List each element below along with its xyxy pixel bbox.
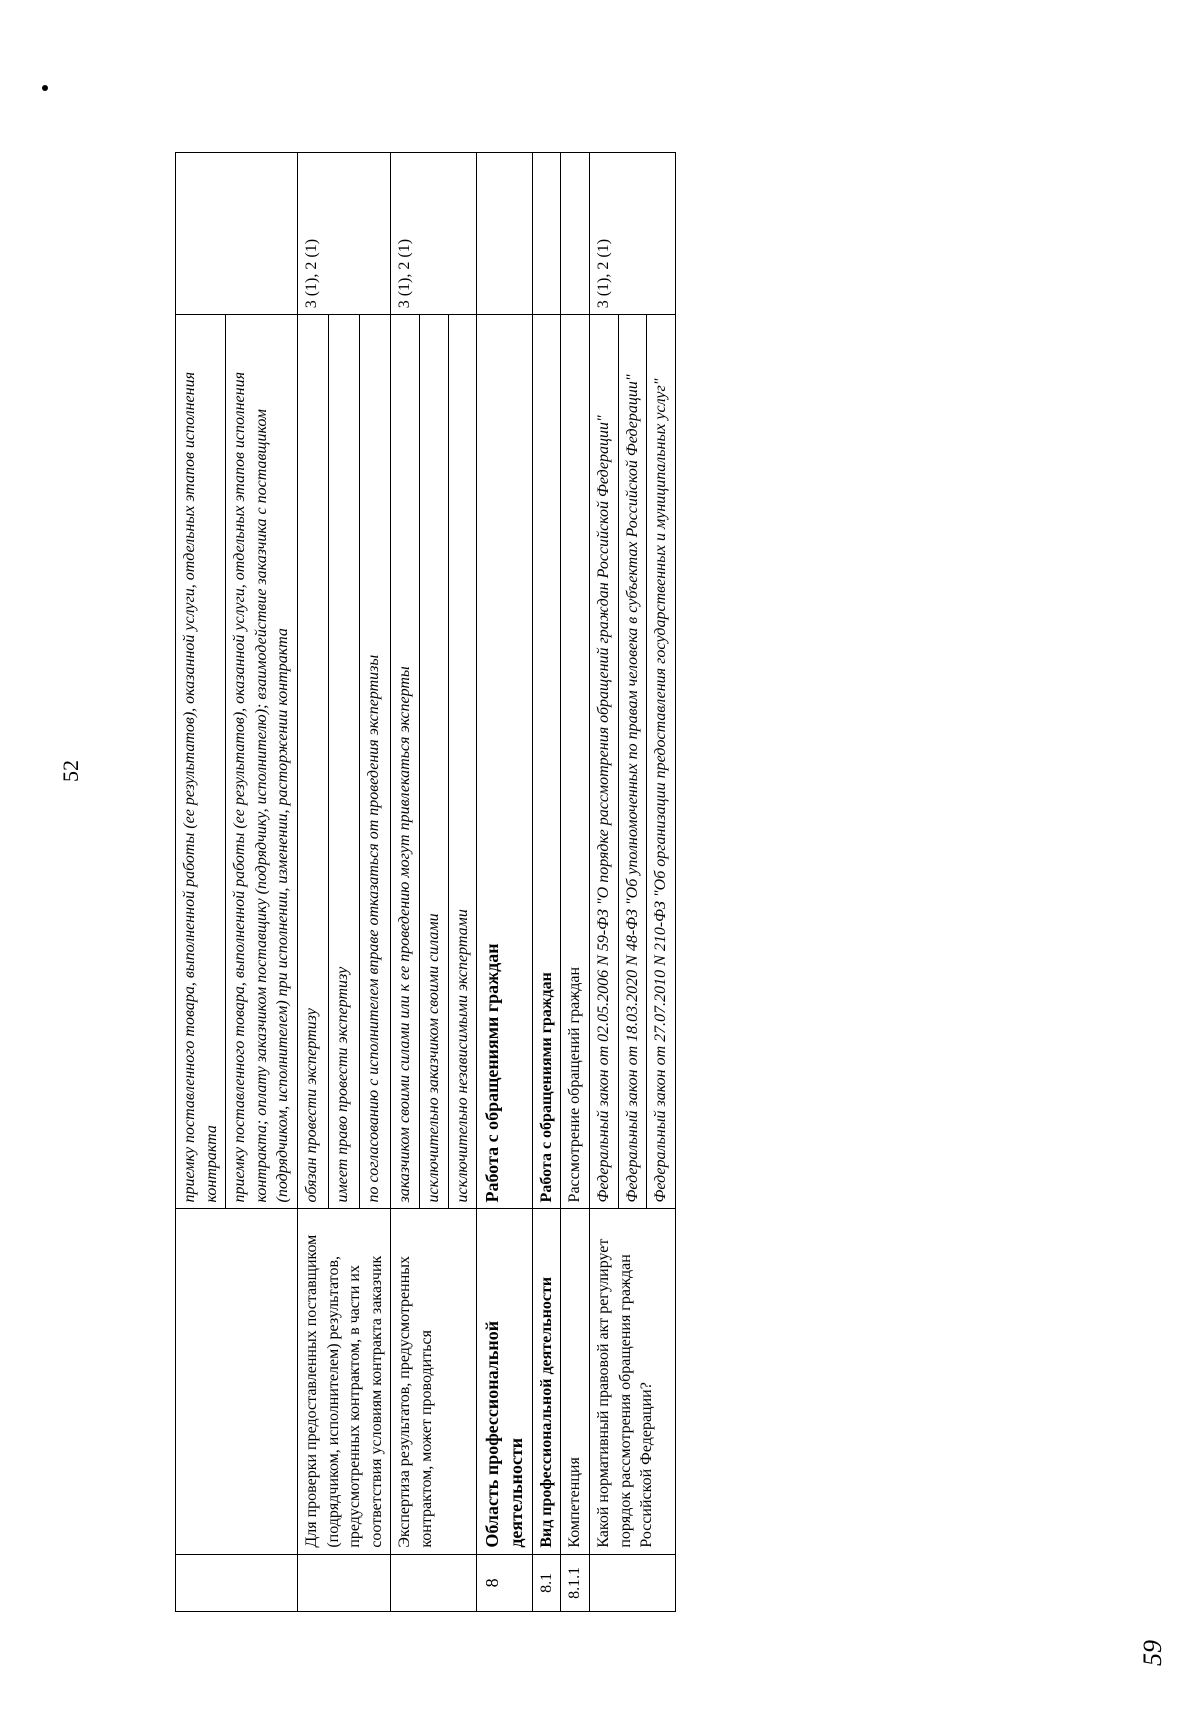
section-value: Работа с обращениями граждан — [477, 315, 533, 1209]
question-cell — [176, 1209, 298, 1554]
table-row — [297, 153, 328, 1612]
question-cell: Экспертиза результатов, предусмотренных контрактом, может проводиться — [391, 1209, 477, 1554]
table-row — [176, 153, 226, 1612]
row-number — [297, 1554, 390, 1611]
answer-cell: исключительно независимыми экспертами — [448, 315, 477, 1209]
answer-cell: Федеральный закон от 18.03.2020 N 48-ФЗ "Об уполномоченных по правам человека в субъектах Российской Федерации" — [618, 315, 647, 1209]
row-number — [589, 1554, 675, 1611]
code-cell — [561, 153, 590, 315]
scan-speck — [42, 85, 48, 91]
handwritten-page-number: 59 — [1138, 1640, 1167, 1666]
table-row — [477, 153, 533, 1612]
answer-cell: приемку поставленного товара, выполненной работы (ее результатов), оказанной услуги, отдельных этапов исполнения контракта; оплату заказчиком поставщику (подрядчику, исполнителю); взаимодействие заказчика с поставщиком (подрядчиком, исполнителем) при исполнении, изменении, расторжении контракта — [226, 315, 298, 1209]
row-number: 8.1 — [532, 1554, 561, 1611]
row-number: 8 — [477, 1554, 533, 1611]
table-row — [391, 153, 420, 1612]
code-cell: 3 (1), 2 (1) — [589, 153, 675, 315]
code-cell: 3 (1), 2 (1) — [391, 153, 477, 315]
answer-cell: обязан провести экспертизу — [297, 315, 328, 1209]
table-row — [589, 153, 618, 1612]
answer-cell: по согласованию с исполнителем вправе отказаться от проведения экспертизы — [360, 315, 391, 1209]
code-cell: 3 (1), 2 (1) — [297, 153, 390, 315]
answer-cell: заказчиком своими силами или к ее проведению могут привлекаться эксперты — [391, 315, 420, 1209]
question-cell: Для проверки предоставленных поставщиком (подрядчиком, исполнителем) результатов, предусмотренных контрактом, в части их соответствия условиям контракта заказчик — [297, 1209, 390, 1554]
row-number — [391, 1554, 477, 1611]
row-number: 8.1.1 — [561, 1554, 590, 1611]
code-cell — [477, 153, 533, 315]
answer-cell: исключительно заказчиком своими силами — [419, 315, 448, 1209]
table-row — [532, 153, 561, 1612]
subsection-title: Вид профессиональной деятельности — [532, 1209, 561, 1554]
question-cell: Какой нормативный правовой акт регулирует порядок рассмотрения обращения граждан Российской Федерации? — [589, 1209, 675, 1554]
rotated-table-container — [175, 152, 676, 1612]
row-number — [176, 1554, 298, 1611]
competence-label: Компетенция — [561, 1209, 590, 1554]
competence-value: Рассмотрение обращений граждан — [561, 315, 590, 1209]
code-cell — [532, 153, 561, 315]
table-row — [561, 153, 590, 1612]
answer-cell: Федеральный закон от 02.05.2006 N 59-ФЗ "О порядке рассмотрения обращений граждан Российской Федерации" — [589, 315, 618, 1209]
subsection-value: Работа с обращениями граждан — [532, 315, 561, 1209]
answer-cell: Федеральный закон от 27.07.2010 N 210-ФЗ "Об организации предоставления государственных и муниципальных услуг" — [647, 315, 676, 1209]
answer-cell: имеет право провести экспертизу — [329, 315, 360, 1209]
code-cell — [176, 153, 298, 315]
answer-cell: приемку поставленного товара, выполненной работы (ее результатов), оказанной услуги, отдельных этапов исполнения контракта — [176, 315, 226, 1209]
questions-table — [175, 152, 676, 1612]
page-number: 52 — [58, 760, 83, 782]
section-title: Область профессиональной деятельности — [477, 1209, 533, 1554]
